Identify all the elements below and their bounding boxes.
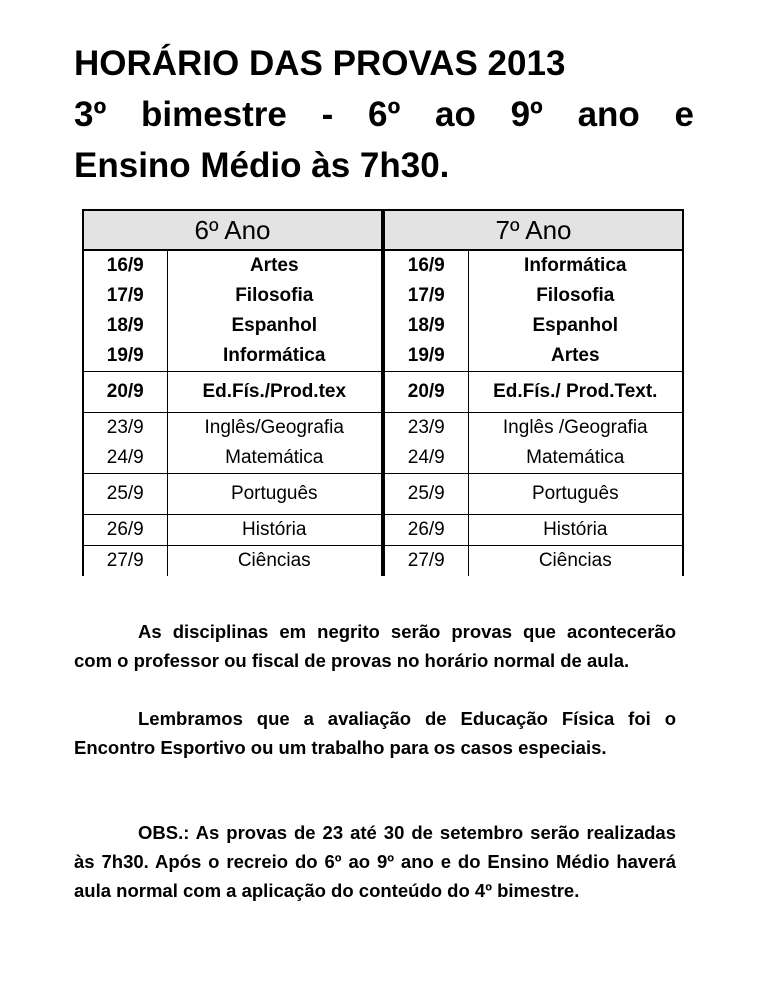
table-row [83, 341, 683, 372]
date-7: 16/9 [383, 250, 468, 281]
subject-6: História [167, 515, 383, 546]
note-paragraph-bold-subjects [74, 617, 676, 675]
date-6: 16/9 [83, 250, 167, 281]
date-7: 26/9 [383, 515, 468, 546]
subject-6: Português [167, 474, 383, 515]
date-6: 23/9 [83, 413, 167, 444]
subject-6: Artes [167, 250, 383, 281]
date-6: 20/9 [83, 372, 167, 413]
subject-6: Matemática [167, 443, 383, 474]
page-title-line-1: HORÁRIO DAS PROVAS 2013 [74, 44, 566, 83]
table-row [83, 413, 683, 444]
subject-7: Filosofia [468, 281, 683, 311]
header-6-ano: 6º Ano [83, 210, 383, 250]
note-text: Lembramos que a avaliação de Educação Física foi o Encontro Esportivo ou um trabalho para os casos especiais. [74, 708, 676, 758]
note-text: OBS.: As provas de 23 até 30 de setembro serão realizadas às 7h30. Após o recreio do 6º ao 9º ano e do Ensino Médio haverá aula normal com a aplicação do conteúdo do 4º bimestre. [74, 822, 676, 901]
subject-6: Inglês/Geografia [167, 413, 383, 444]
note-paragraph-obs [74, 818, 676, 905]
date-7: 19/9 [383, 341, 468, 372]
page-title-line-2: 3º bimestre - 6º ao 9º ano e [74, 95, 694, 134]
table-row [83, 515, 683, 546]
subject-7: Espanhol [468, 311, 683, 341]
table-row [83, 311, 683, 341]
subject-7: Ed.Fís./ Prod.Text. [468, 372, 683, 413]
subject-7: Ciências [468, 546, 683, 577]
date-7: 24/9 [383, 443, 468, 474]
subject-6: Ciências [167, 546, 383, 577]
date-6: 18/9 [83, 311, 167, 341]
date-7: 23/9 [383, 413, 468, 444]
subject-7: Português [468, 474, 683, 515]
table-row [83, 443, 683, 474]
note-paragraph-physical-education [74, 704, 676, 762]
subject-6: Ed.Fís./Prod.tex [167, 372, 383, 413]
table-row [83, 250, 683, 281]
date-7: 20/9 [383, 372, 468, 413]
date-7: 17/9 [383, 281, 468, 311]
date-7: 18/9 [383, 311, 468, 341]
subject-7: Matemática [468, 443, 683, 474]
exam-schedule-table [82, 209, 684, 576]
table-header-row [83, 210, 683, 250]
table-row [83, 474, 683, 515]
table-row [83, 281, 683, 311]
subject-7: Informática [468, 250, 683, 281]
date-6: 19/9 [83, 341, 167, 372]
subject-7: Inglês /Geografia [468, 413, 683, 444]
date-6: 24/9 [83, 443, 167, 474]
date-7: 25/9 [383, 474, 468, 515]
subject-6: Filosofia [167, 281, 383, 311]
date-6: 17/9 [83, 281, 167, 311]
table-row [83, 372, 683, 413]
date-6: 26/9 [83, 515, 167, 546]
date-6: 25/9 [83, 474, 167, 515]
table-row [83, 546, 683, 577]
date-7: 27/9 [383, 546, 468, 577]
subject-6: Espanhol [167, 311, 383, 341]
subject-7: Artes [468, 341, 683, 372]
page-title-line-3: Ensino Médio às 7h30. [74, 146, 450, 185]
note-text: As disciplinas em negrito serão provas que acontecerão com o professor ou fiscal de provas no horário normal de aula. [74, 621, 676, 671]
date-6: 27/9 [83, 546, 167, 577]
subject-7: História [468, 515, 683, 546]
header-7-ano: 7º Ano [383, 210, 683, 250]
subject-6: Informática [167, 341, 383, 372]
